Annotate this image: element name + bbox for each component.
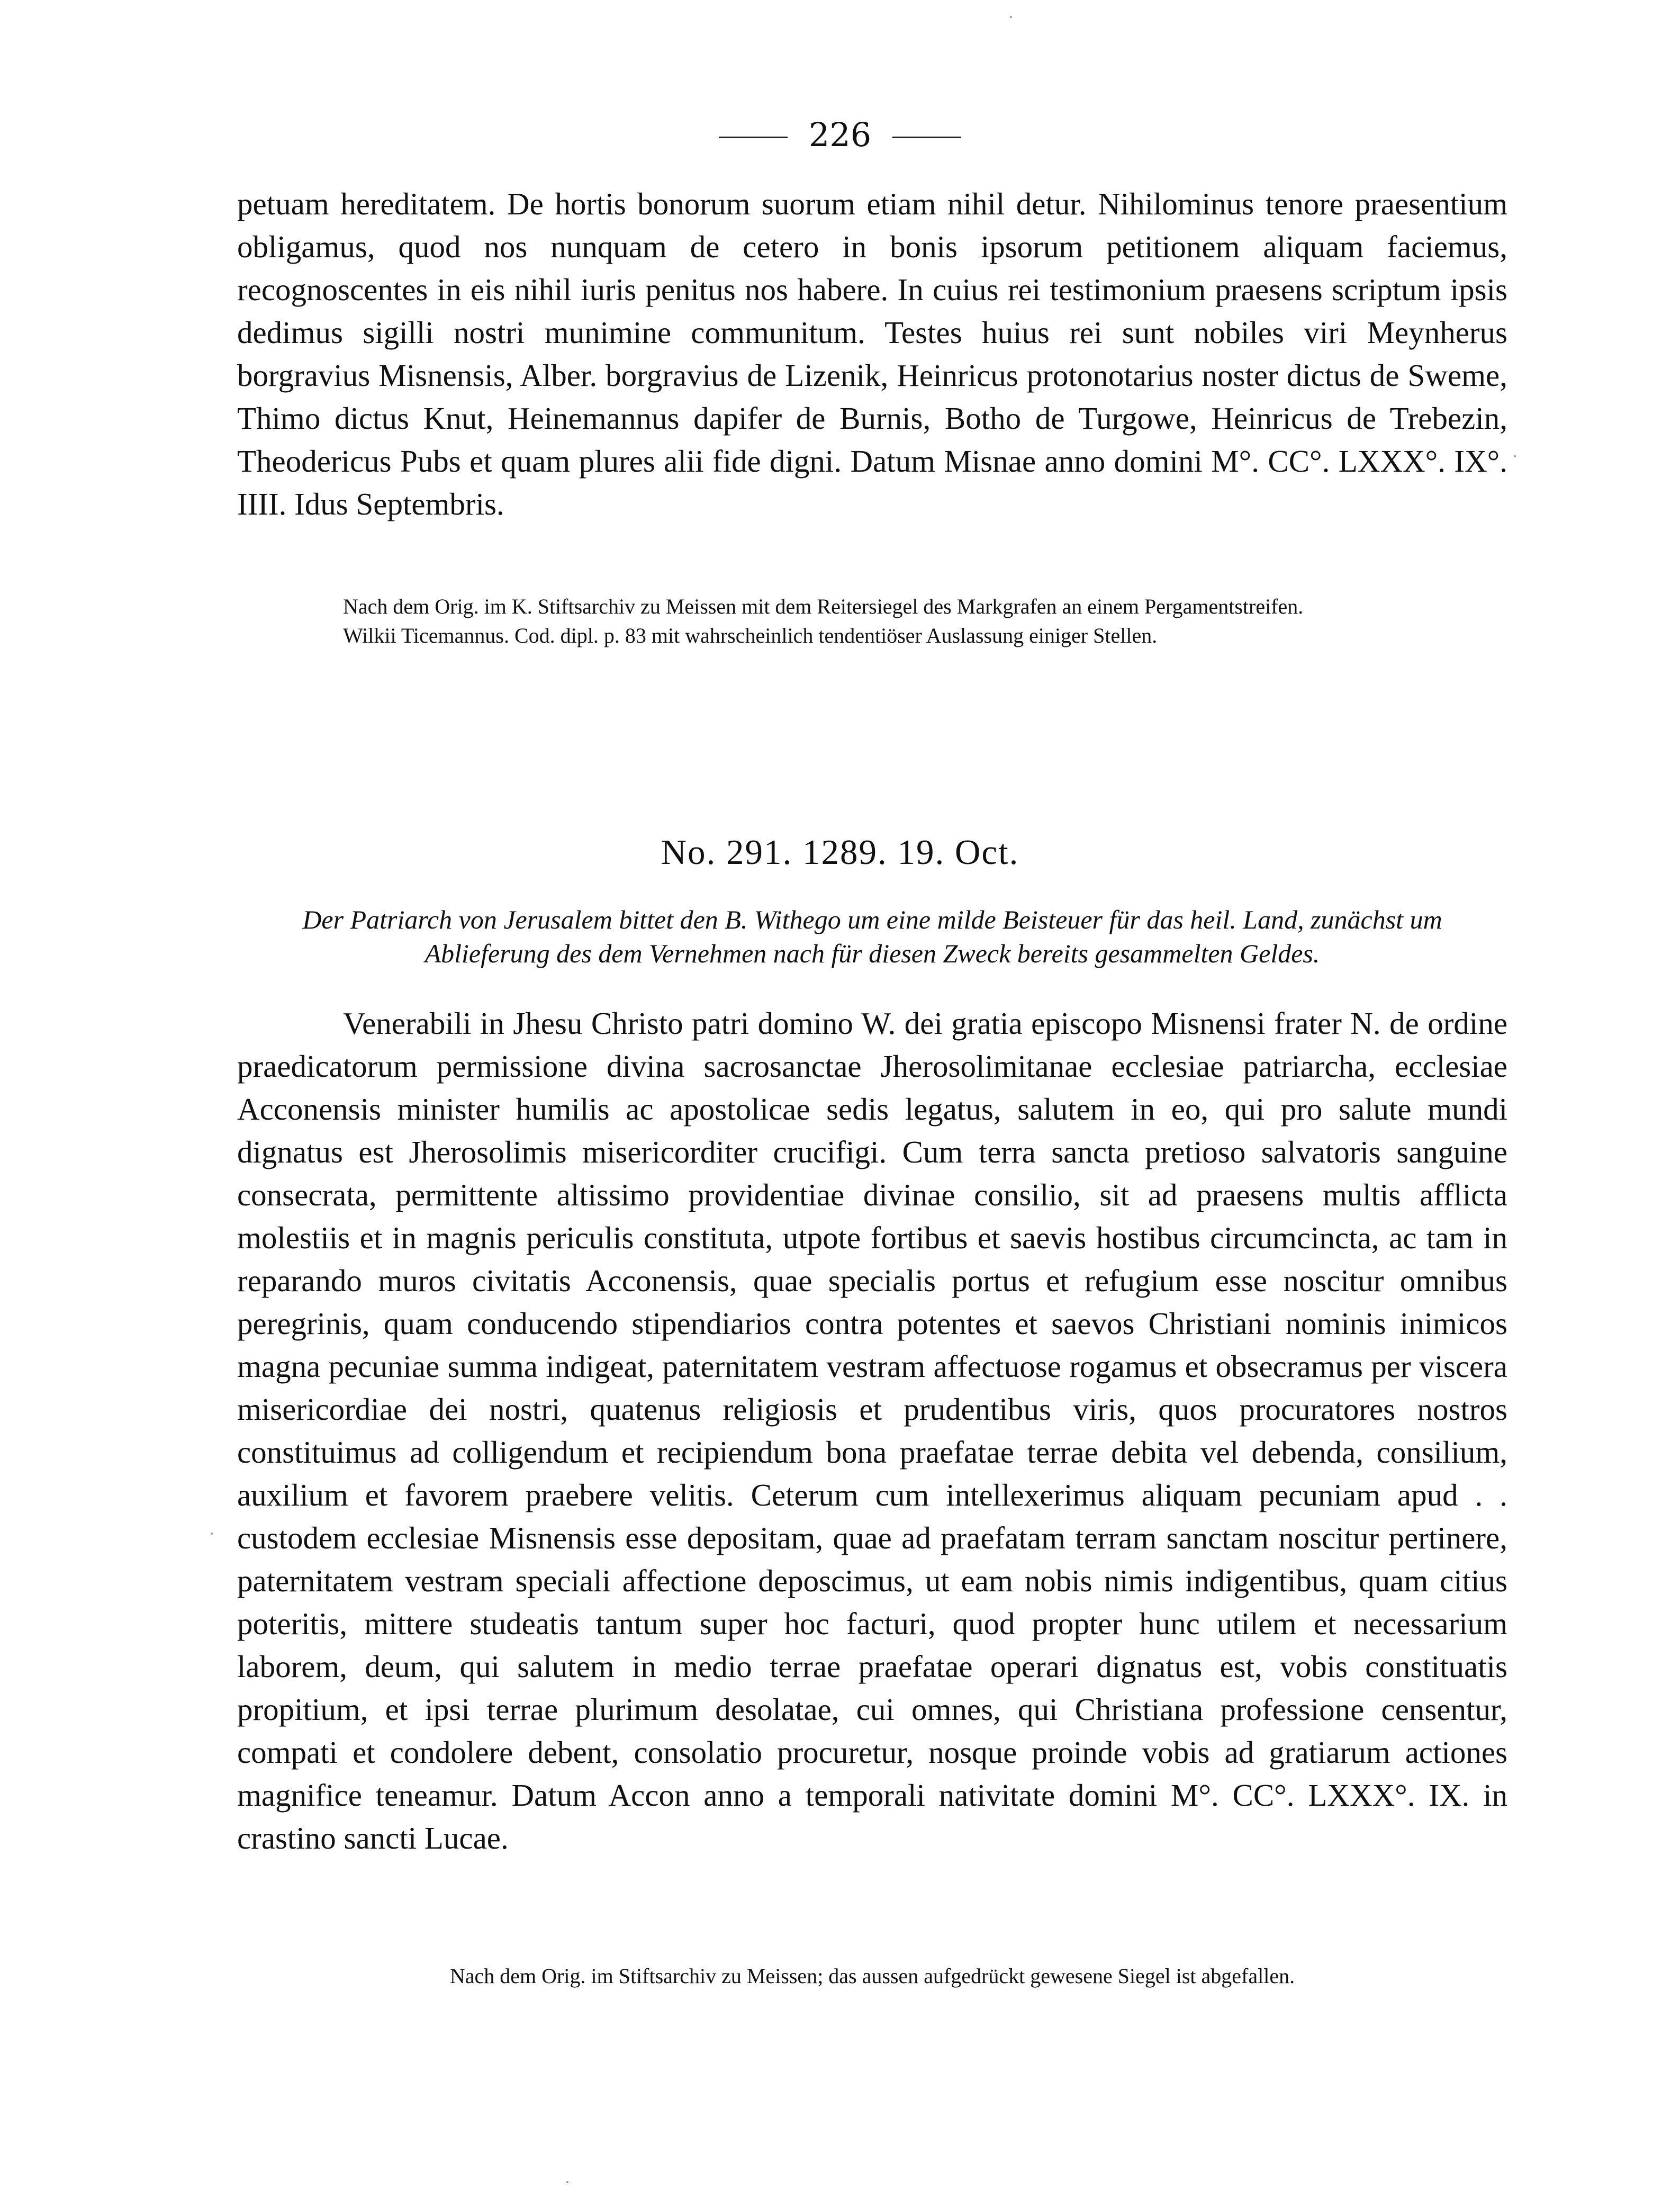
page-number: 226 (808, 115, 872, 154)
document-body (237, 1002, 1507, 1860)
source-note: Nach dem Orig. im Stiftsarchiv zu Meissen; das aussen aufgedrückt gewesene Siegel ist abgefallen. (449, 1964, 1295, 1988)
source-note: Nach dem Orig. im K. Stiftsarchiv zu Meissen mit dem Reitersiegel des Markgrafen an einem Pergamentstreifen. (343, 594, 1304, 618)
paper-speck (566, 2181, 568, 2183)
paper-speck (211, 1533, 213, 1535)
continuation-text (237, 183, 1507, 526)
document-title: No. 291. 1289. 19. Oct. (661, 833, 1019, 872)
header-rule-right (892, 137, 961, 138)
document-summary: Der Patriarch von Jerusalem bittet den B. Withego um eine milde Beisteuer für das heil. Land, zunächst um Ablieferung des dem Vernehmen nach für diesen Zweck bereits gesammelten Geldes. (302, 905, 1442, 968)
continuation-paragraph: petuam hereditatem. De hortis bonorum suorum etiam nihil detur. Nihilominus tenore praesentium obligamus, quod nos nunquam de cetero in bonis ipsorum petitionem aliquam faciemus, recognoscentes in eis nihil iuris penitus nos habere. In cuius rei testimonium praesens scriptum ipsis dedimus sigilli nostri munimine communitum. Testes huius rei sunt nobiles viri Meynherus borgravius Misnensis, Alber. borgravius de Lizenik, Heinricus protonotarius noster dictus de Sweme, Thimo dictus Knut, Heinemannus dapifer de Burnis, Botho de Turgowe, Heinricus de Trebezin, Theodericus Pubs et quam plures alii fide digni. Datum Misnae anno domini M°. CC°. LXXX°. IX°. IIII. Idus Septembris. (237, 186, 1507, 521)
paper-speck (1514, 455, 1516, 457)
header-rule-left (719, 137, 788, 138)
page-header (0, 114, 1680, 156)
source-note: Wilkii Ticemannus. Cod. dipl. p. 83 mit wahrscheinlich tendentiöser Auslassung einiger Stellen. (343, 624, 1158, 647)
source-notes-first (237, 592, 1507, 650)
source-notes-second (237, 1961, 1507, 1990)
document-body-paragraph: Venerabili in Jhesu Christo patri domino W. dei gratia episcopo Misnensi frater N. de ordine praedicatorum permissione divina sacrosanctae Jherosolimitanae ecclesiae patriarcha, ecclesiae Acconensis minister humilis ac apostolicae sedis legatus, salutem in eo, qui pro salute mundi dignatus est Jherosolimis misericorditer crucifigi. Cum terra sancta pretioso salvatoris sanguine consecrata, permittente altissimo providentiae divinae consilio, sit ad praesens multis afflicta molestiis et in magnis periculis constituta, utpote fortibus et saevis hostibus circumcincta, ac tam in reparando muros civitatis Acconensis, quae specialis portus et refugium esse noscitur omnibus peregrinis, quam conducendo stipendiarios contra potentes et saevos Christiani nominis inimicos magna pecuniae summa indigeat, paternitatem vestram affectuose rogamus et obsecramus per viscera misericordiae dei nostri, quatenus religiosis et prudentibus viris, quos procuratores nostros constituimus ad colligendum et recipiendum bona praefatae terrae debita vel debenda, consilium, auxilium et favorem praebere velitis. Ceterum cum intellexerimus aliquam pecuniam apud . . custodem ecclesiae Misnensis esse depositam, quae ad praefatam terram sanctam noscitur pertinere, paternitatem vestram speciali affectione deposcimus, ut eam nobis nimis indigentibus, quam citius poteritis, mittere studeatis tantum super hoc facturi, quod propter hunc utilem et necessarium laborem, deum, qui salutem in medio terrae praefatae operari dignatus est, vobis constituatis propitium, et ipsi terrae plurimum desolatae, cui omnes, qui Christiana professione censentur, compati et condolere debent, consolatio procuretur, nosque proinde vobis ad gratiarum actiones magnifice teneamur. Datum Accon anno a temporali nativitate domini M°. CC°. LXXX°. IX. in crastino sancti Lucae. (237, 1006, 1507, 1855)
paper-speck (1010, 16, 1012, 18)
